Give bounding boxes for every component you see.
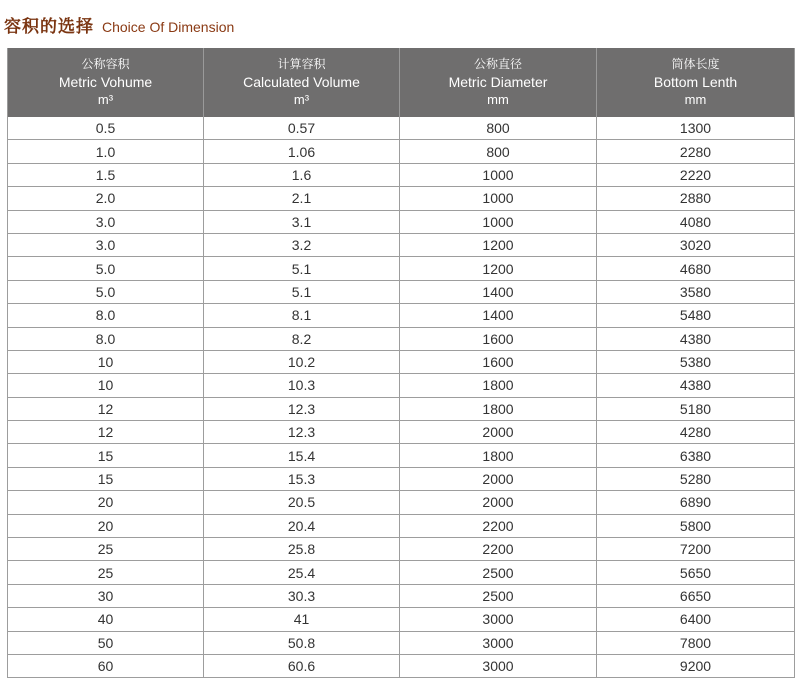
column-header-en: Bottom Lenth bbox=[653, 73, 738, 90]
cell-metric-diameter: 3000 bbox=[400, 654, 597, 677]
cell-calculated-volume: 20.4 bbox=[204, 514, 400, 537]
cell-metric-volume: 50 bbox=[8, 631, 204, 654]
cell-metric-volume: 40 bbox=[8, 608, 204, 631]
cell-metric-volume: 8.0 bbox=[8, 304, 204, 327]
table-row bbox=[8, 561, 795, 584]
table-row bbox=[8, 280, 795, 303]
cell-metric-volume: 2.0 bbox=[8, 187, 204, 210]
cell-metric-diameter: 2200 bbox=[400, 514, 597, 537]
table-row bbox=[8, 421, 795, 444]
column-header-cn: 公称直径 bbox=[473, 56, 522, 71]
column-header-unit: m³ bbox=[97, 91, 114, 107]
cell-bottom-length: 6400 bbox=[597, 608, 795, 631]
cell-metric-diameter: 3000 bbox=[400, 631, 597, 654]
column-header-unit: mm bbox=[684, 91, 707, 107]
cell-bottom-length: 3580 bbox=[597, 280, 795, 303]
cell-metric-volume: 3.0 bbox=[8, 210, 204, 233]
cell-metric-diameter: 800 bbox=[400, 117, 597, 140]
cell-calculated-volume: 3.2 bbox=[204, 233, 400, 256]
cell-metric-diameter: 2500 bbox=[400, 584, 597, 607]
cell-metric-diameter: 1800 bbox=[400, 397, 597, 420]
column-header-cn: 公称容积 bbox=[81, 56, 130, 71]
cell-calculated-volume: 12.3 bbox=[204, 397, 400, 420]
table-row bbox=[8, 304, 795, 327]
cell-bottom-length: 5380 bbox=[597, 350, 795, 373]
header-row bbox=[8, 48, 795, 117]
cell-metric-volume: 1.0 bbox=[8, 140, 204, 163]
table-row bbox=[8, 257, 795, 280]
cell-metric-diameter: 1000 bbox=[400, 163, 597, 186]
cell-metric-diameter: 1800 bbox=[400, 374, 597, 397]
cell-bottom-length: 2280 bbox=[597, 140, 795, 163]
table-row bbox=[8, 514, 795, 537]
cell-bottom-length: 6890 bbox=[597, 491, 795, 514]
cell-bottom-length: 6650 bbox=[597, 584, 795, 607]
cell-metric-diameter: 2000 bbox=[400, 491, 597, 514]
column-header-metric-volume bbox=[8, 48, 204, 117]
cell-metric-diameter: 1000 bbox=[400, 187, 597, 210]
cell-bottom-length: 9200 bbox=[597, 654, 795, 677]
table-header bbox=[8, 48, 795, 117]
cell-calculated-volume: 8.1 bbox=[204, 304, 400, 327]
cell-bottom-length: 2880 bbox=[597, 187, 795, 210]
cell-metric-volume: 10 bbox=[8, 350, 204, 373]
column-header-unit: m³ bbox=[293, 91, 310, 107]
cell-metric-diameter: 1400 bbox=[400, 304, 597, 327]
cell-metric-diameter: 800 bbox=[400, 140, 597, 163]
cell-metric-diameter: 2000 bbox=[400, 467, 597, 490]
cell-bottom-length: 5480 bbox=[597, 304, 795, 327]
cell-metric-volume: 5.0 bbox=[8, 280, 204, 303]
column-header-en: Metric Diameter bbox=[448, 73, 548, 90]
column-header-bottom-length bbox=[597, 48, 795, 117]
cell-metric-volume: 0.5 bbox=[8, 117, 204, 140]
table-row bbox=[8, 327, 795, 350]
cell-metric-volume: 3.0 bbox=[8, 233, 204, 256]
cell-calculated-volume: 25.8 bbox=[204, 538, 400, 561]
cell-bottom-length: 5180 bbox=[597, 397, 795, 420]
table-row bbox=[8, 187, 795, 210]
cell-bottom-length: 7200 bbox=[597, 538, 795, 561]
table-row bbox=[8, 233, 795, 256]
cell-calculated-volume: 41 bbox=[204, 608, 400, 631]
cell-bottom-length: 4380 bbox=[597, 374, 795, 397]
cell-calculated-volume: 10.3 bbox=[204, 374, 400, 397]
cell-metric-diameter: 1400 bbox=[400, 280, 597, 303]
column-header-cn: 计算容积 bbox=[277, 56, 326, 71]
column-header-metric-diameter bbox=[400, 48, 597, 117]
table-row bbox=[8, 350, 795, 373]
table-row bbox=[8, 654, 795, 677]
cell-calculated-volume: 5.1 bbox=[204, 280, 400, 303]
table-row bbox=[8, 140, 795, 163]
cell-metric-diameter: 1600 bbox=[400, 350, 597, 373]
cell-metric-diameter: 2500 bbox=[400, 561, 597, 584]
cell-calculated-volume: 60.6 bbox=[204, 654, 400, 677]
cell-metric-volume: 10 bbox=[8, 374, 204, 397]
cell-bottom-length: 4380 bbox=[597, 327, 795, 350]
table-row bbox=[8, 631, 795, 654]
cell-metric-diameter: 1000 bbox=[400, 210, 597, 233]
cell-calculated-volume: 8.2 bbox=[204, 327, 400, 350]
cell-bottom-length: 4280 bbox=[597, 421, 795, 444]
cell-calculated-volume: 10.2 bbox=[204, 350, 400, 373]
cell-bottom-length: 7800 bbox=[597, 631, 795, 654]
table-row bbox=[8, 538, 795, 561]
cell-bottom-length: 6380 bbox=[597, 444, 795, 467]
cell-calculated-volume: 20.5 bbox=[204, 491, 400, 514]
cell-metric-volume: 20 bbox=[8, 514, 204, 537]
table-row bbox=[8, 444, 795, 467]
column-header-calculated-volume bbox=[204, 48, 400, 117]
cell-metric-volume: 5.0 bbox=[8, 257, 204, 280]
cell-metric-volume: 15 bbox=[8, 467, 204, 490]
cell-calculated-volume: 12.3 bbox=[204, 421, 400, 444]
cell-metric-volume: 12 bbox=[8, 397, 204, 420]
cell-metric-diameter: 2000 bbox=[400, 421, 597, 444]
cell-bottom-length: 1300 bbox=[597, 117, 795, 140]
cell-metric-volume: 20 bbox=[8, 491, 204, 514]
cell-metric-volume: 60 bbox=[8, 654, 204, 677]
column-header-unit: mm bbox=[487, 91, 509, 107]
cell-metric-volume: 8.0 bbox=[8, 327, 204, 350]
cell-bottom-length: 5280 bbox=[597, 467, 795, 490]
cell-calculated-volume: 1.6 bbox=[204, 163, 400, 186]
cell-metric-diameter: 3000 bbox=[400, 608, 597, 631]
table-row bbox=[8, 491, 795, 514]
cell-bottom-length: 5800 bbox=[597, 514, 795, 537]
table-row bbox=[8, 374, 795, 397]
cell-calculated-volume: 15.3 bbox=[204, 467, 400, 490]
table-row bbox=[8, 608, 795, 631]
dimension-table bbox=[7, 48, 795, 678]
cell-bottom-length: 3020 bbox=[597, 233, 795, 256]
cell-metric-volume: 25 bbox=[8, 561, 204, 584]
cell-bottom-length: 4680 bbox=[597, 257, 795, 280]
table-body bbox=[8, 117, 795, 678]
cell-calculated-volume: 0.57 bbox=[204, 117, 400, 140]
cell-calculated-volume: 2.1 bbox=[204, 187, 400, 210]
cell-calculated-volume: 30.3 bbox=[204, 584, 400, 607]
cell-calculated-volume: 50.8 bbox=[204, 631, 400, 654]
cell-bottom-length: 5650 bbox=[597, 561, 795, 584]
heading-english: Choice Of Dimension bbox=[102, 19, 235, 35]
cell-metric-diameter: 1200 bbox=[400, 233, 597, 256]
heading-chinese: 容积的选择 bbox=[4, 17, 94, 37]
table-row bbox=[8, 467, 795, 490]
cell-metric-diameter: 1800 bbox=[400, 444, 597, 467]
cell-metric-diameter: 1600 bbox=[400, 327, 597, 350]
cell-metric-volume: 30 bbox=[8, 584, 204, 607]
cell-metric-volume: 1.5 bbox=[8, 163, 204, 186]
page-heading bbox=[4, 12, 234, 38]
table-row bbox=[8, 117, 795, 140]
cell-metric-diameter: 2200 bbox=[400, 538, 597, 561]
cell-calculated-volume: 1.06 bbox=[204, 140, 400, 163]
cell-calculated-volume: 5.1 bbox=[204, 257, 400, 280]
cell-calculated-volume: 25.4 bbox=[204, 561, 400, 584]
column-header-en: Metric Vohume bbox=[58, 73, 153, 90]
cell-metric-volume: 12 bbox=[8, 421, 204, 444]
table-row bbox=[8, 163, 795, 186]
cell-calculated-volume: 15.4 bbox=[204, 444, 400, 467]
table-row bbox=[8, 397, 795, 420]
cell-calculated-volume: 3.1 bbox=[204, 210, 400, 233]
cell-metric-volume: 25 bbox=[8, 538, 204, 561]
column-header-cn: 筒体长度 bbox=[671, 56, 720, 71]
table-row bbox=[8, 210, 795, 233]
cell-metric-volume: 15 bbox=[8, 444, 204, 467]
column-header-en: Calculated Volume bbox=[243, 73, 360, 90]
table-row bbox=[8, 584, 795, 607]
cell-metric-diameter: 1200 bbox=[400, 257, 597, 280]
cell-bottom-length: 4080 bbox=[597, 210, 795, 233]
cell-bottom-length: 2220 bbox=[597, 163, 795, 186]
